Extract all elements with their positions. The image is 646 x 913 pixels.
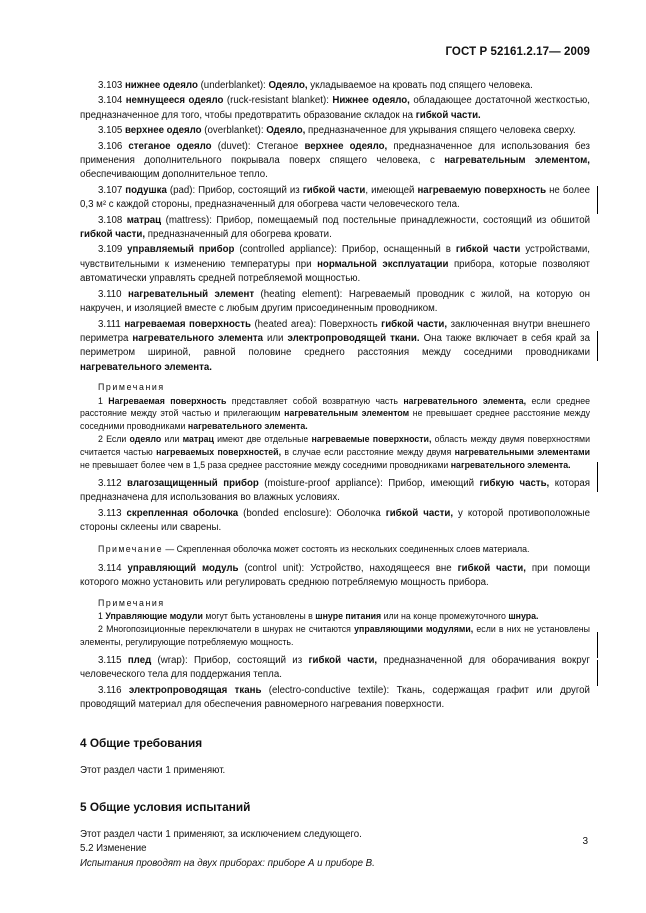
section-4-text: Этот раздел части 1 применяют.	[80, 764, 226, 776]
text-run: Прибор, помещаемый под постельные принадлежности, состоящий из обшитой	[216, 214, 591, 226]
text-run: при помощи которого можно установить или регулировать среднюю потребляемую мощность прибора.	[80, 563, 590, 589]
text-run: обеспечивающим дополнительное тепло.	[80, 169, 268, 181]
bold-term: нагреваемые поверхности,	[311, 434, 432, 445]
bold-term: нагревательного элемента,	[403, 395, 527, 406]
text-run: предназначенное для укрывания спящего человека сверху.	[305, 125, 576, 137]
bold-term: нагревательного элемента	[132, 332, 263, 344]
notes-heading: Примечания	[98, 382, 165, 393]
english-term: (mattress):	[165, 214, 212, 226]
note-single	[80, 542, 590, 556]
text-run: Устройство, находящееся вне	[310, 563, 458, 574]
definition-number: 3.113	[98, 507, 122, 519]
bold-term: Одеяло,	[268, 80, 308, 91]
bold-term: гибкой части,	[385, 507, 454, 519]
text-run: предназначенной для оборачивания вокруг человеческого тела для поддержания тепла.	[80, 654, 590, 681]
text-run: Поверхность	[319, 318, 382, 330]
text-run: Стеганое	[256, 140, 305, 152]
bold-term: гибкой части,	[80, 229, 146, 241]
document-body	[80, 79, 590, 871]
definition-term: стеганое одеяло	[128, 140, 212, 152]
english-term: (controlled appliance):	[239, 244, 337, 256]
page-number: 3	[582, 836, 588, 847]
text-run: предназначенное для использования без применения дополнительного покрывала поверх спящего человека, с	[80, 140, 590, 167]
bold-term: нагреваемую поверхность	[417, 184, 547, 196]
bold-term: нагревательного элемента.	[80, 361, 212, 373]
text-run: 2 Многопозиционные переключатели в шнурах не считаются	[98, 624, 355, 635]
bold-term: гибкой части,	[308, 654, 378, 666]
notes-block-1	[80, 395, 590, 472]
bold-term: нагреваемых поверхностей,	[156, 447, 282, 458]
text-run: заключенная внутри внешнего периметра	[80, 318, 590, 344]
definitions-block-4	[80, 654, 590, 713]
text-run: 2 Если	[98, 434, 130, 445]
definition-term: нагреваемая поверхность	[124, 318, 251, 330]
text-run: устройствами, чувствительными к изменению температуры при	[80, 244, 590, 270]
english-term: (moisture-proof appliance):	[264, 477, 383, 489]
note-item	[80, 433, 590, 472]
definition-3-116	[80, 684, 590, 713]
definition-term: управляющий модуль	[127, 563, 239, 574]
definition-number: 3.114	[98, 563, 122, 574]
definition-term: матрац	[126, 214, 162, 226]
definitions-block-1	[80, 79, 590, 375]
bold-term: нормальной эксплуатации	[317, 258, 449, 270]
definition-3-114	[80, 562, 590, 591]
bold-term: гибкой части,	[381, 318, 448, 330]
section-5-title: 5 Общие условия испытаний	[80, 799, 251, 814]
definition-number: 3.107	[98, 184, 123, 196]
definition-number: 3.112	[98, 477, 122, 489]
definition-term: нижнее одеяло	[124, 80, 198, 91]
note-label: Примечание	[98, 543, 163, 554]
definition-number: 3.109	[98, 244, 123, 256]
definition-number: 3.105	[98, 125, 123, 137]
text-run: обладающее достаточной жесткостью, предназначенное для того, чтобы предотвратить образование складок на	[80, 95, 590, 121]
bold-term: шнура.	[508, 611, 539, 622]
standard-header: ГОСТ Р 52161.2.17— 2009	[445, 46, 590, 58]
definition-number: 3.110	[98, 288, 122, 300]
text-run: представляет собой возвратную часть	[226, 395, 404, 406]
english-term: (heating element):	[260, 288, 343, 300]
definition-number: 3.104	[98, 95, 123, 107]
definition-3-107	[80, 184, 590, 213]
definition-3-108	[80, 214, 590, 243]
definition-3-112	[80, 477, 590, 506]
definition-term: подушка	[125, 184, 167, 196]
change-bar-2	[597, 331, 598, 361]
text-run: Она также включает в себя край за периметром шириной, равной половине среднего расстояния между соседними проводниками	[80, 332, 590, 359]
definition-number: 3.103	[98, 80, 123, 91]
section-5-text: Этот раздел части 1 применяют, за исключением следующего.	[80, 828, 362, 840]
definition-3-106	[80, 140, 590, 183]
text-run: у которой противоположные стороны склеены или сварены.	[80, 507, 590, 534]
bold-term: нагревательного элемента.	[187, 421, 308, 432]
definition-term: управляемый прибор	[127, 244, 235, 256]
bold-term: гибкой части	[455, 244, 521, 256]
definition-3-115	[80, 654, 590, 683]
section-5-2-text: Испытания проводят на двух приборах: приборе А и приборе В.	[80, 857, 375, 869]
definition-term: влагозащищенный прибор	[127, 477, 259, 489]
definition-number: 3.115	[98, 654, 122, 666]
english-term: (heated area):	[254, 318, 317, 330]
text-run: не превышает среднее расстояние между соседними проводниками	[80, 408, 590, 432]
bold-term: матрац	[182, 434, 214, 445]
text-run: если в них не установлены элементы, регулирующие потребляемую мощность.	[80, 624, 590, 648]
note-text: — Скрепленная оболочка может состоять из нескольких соединенных слоев материала.	[162, 543, 530, 554]
section-5-2-heading: 5.2 Изменение	[80, 843, 147, 855]
text-run: Прибор, оснащенный в	[341, 244, 456, 256]
definition-number: 3.108	[98, 214, 123, 226]
bold-term: Нагреваемая поверхность	[108, 395, 227, 406]
bold-term: нагревательными элементами	[454, 447, 590, 458]
bold-term: гибкой части.	[415, 109, 481, 121]
note-item	[80, 610, 590, 623]
text-run: могут быть установлены в	[202, 611, 316, 622]
text-run: если среднее расстояние между этой частью и прилегающим	[80, 395, 590, 419]
notes-heading-2: Примечания	[98, 597, 165, 608]
text-run: прибора, которые позволяют автоматически управлять средней потребляемой мощностью.	[80, 258, 590, 285]
bold-term: Управляющие модули	[105, 611, 203, 622]
note-item	[80, 623, 590, 649]
text-run: Оболочка	[336, 507, 386, 519]
text-run: Прибор, состоящий из	[194, 654, 309, 666]
text-run: Прибор, имеющий	[388, 477, 480, 489]
text-run: , имеющей	[365, 184, 418, 196]
definition-number: 3.106	[98, 140, 123, 152]
text-run: или	[262, 332, 288, 344]
definitions-block-2	[80, 477, 590, 536]
change-bar-1	[597, 186, 598, 214]
definition-3-111	[80, 318, 590, 376]
definition-number: 3.111	[98, 318, 121, 330]
bold-term: гибкой части,	[457, 563, 526, 574]
definition-term: верхнее одеяло	[124, 125, 202, 137]
bold-term: Одеяло,	[266, 125, 306, 137]
definition-term: немнущееся одеяло	[125, 95, 224, 107]
english-term: (control unit):	[244, 563, 305, 574]
text-run: имеют две отдельные	[213, 434, 312, 445]
text-run: Ткань, содержащая графит или другой проводящий материал для обеспечения равномерного нагревания поверхности.	[80, 684, 590, 711]
notes-block-2	[80, 610, 590, 649]
english-term: (electro-conductive textile):	[268, 684, 390, 696]
section-4-title: 4 Общие требования	[80, 735, 203, 750]
definition-term: электропроводящая ткань	[128, 684, 262, 696]
text-run: 1	[98, 611, 106, 622]
english-term: (ruck-resistant blanket):	[226, 95, 329, 107]
text-run: или на конце промежуточного	[381, 611, 509, 622]
bold-term: нагревательного элемента.	[450, 460, 571, 471]
definitions-block-3	[80, 562, 590, 591]
text-run: 1	[98, 395, 109, 406]
text-run: не более 0,3 м² с каждой стороны, предназначенный для обогрева части человеческого тела.	[80, 184, 590, 211]
text-run: предназначенный для обогрева кровати.	[145, 229, 332, 241]
definition-number: 3.116	[98, 684, 122, 696]
definition-3-103	[80, 79, 590, 93]
bold-term: нагревательным элементом	[284, 408, 410, 419]
text-run: укладываемое на кровать под спящего человека.	[307, 80, 533, 91]
bold-term: одеяло	[129, 434, 162, 445]
bold-term: шнуре питания	[315, 611, 382, 622]
text-run: область между двумя поверхностями считается частью	[80, 434, 590, 458]
bold-term: управляющими модулями,	[354, 624, 474, 635]
text-run: в случае если расстояние между двумя	[281, 447, 455, 458]
note-item	[80, 395, 590, 434]
bold-term: электропроводящей ткани.	[287, 332, 420, 344]
text-run: или	[161, 434, 183, 445]
definition-term: скрепленная оболочка	[126, 507, 239, 519]
text-run: не превышает более чем в 1,5 раза среднее расстояние между соседними проводниками	[80, 460, 451, 471]
change-bar-4	[597, 632, 598, 658]
bold-term: верхнее одеяло,	[304, 140, 388, 152]
definition-3-109	[80, 243, 590, 286]
text-run: Прибор, состоящий из	[198, 184, 303, 196]
text-run: которая предназначена для использования во влажных условиях.	[80, 477, 590, 504]
definition-3-105	[80, 124, 590, 138]
text-run: Нагреваемый проводник с жилой, на которую он накручен, и изоляцией вместе с любым другим присоединенным проводником.	[80, 288, 590, 315]
english-term: (underblanket):	[200, 80, 266, 91]
bold-term: гибкую часть,	[479, 477, 550, 489]
english-term: (overblanket):	[204, 125, 264, 137]
bold-term: гибкой части	[302, 184, 366, 196]
definition-term: плед	[127, 654, 152, 666]
english-term: (duvet):	[217, 140, 251, 152]
change-bar-5	[597, 660, 598, 686]
english-term: (wrap):	[157, 654, 188, 666]
definition-term: нагревательный элемент	[127, 288, 255, 300]
english-term: (bonded enclosure):	[243, 507, 332, 519]
definition-3-113	[80, 507, 590, 536]
english-term: (pad):	[169, 184, 196, 196]
definition-3-104	[80, 94, 590, 123]
bold-term: Нижнее одеяло,	[332, 95, 410, 107]
definition-3-110	[80, 288, 590, 317]
bold-term: нагревательным элементом,	[444, 155, 590, 167]
change-bar-3	[597, 462, 598, 492]
